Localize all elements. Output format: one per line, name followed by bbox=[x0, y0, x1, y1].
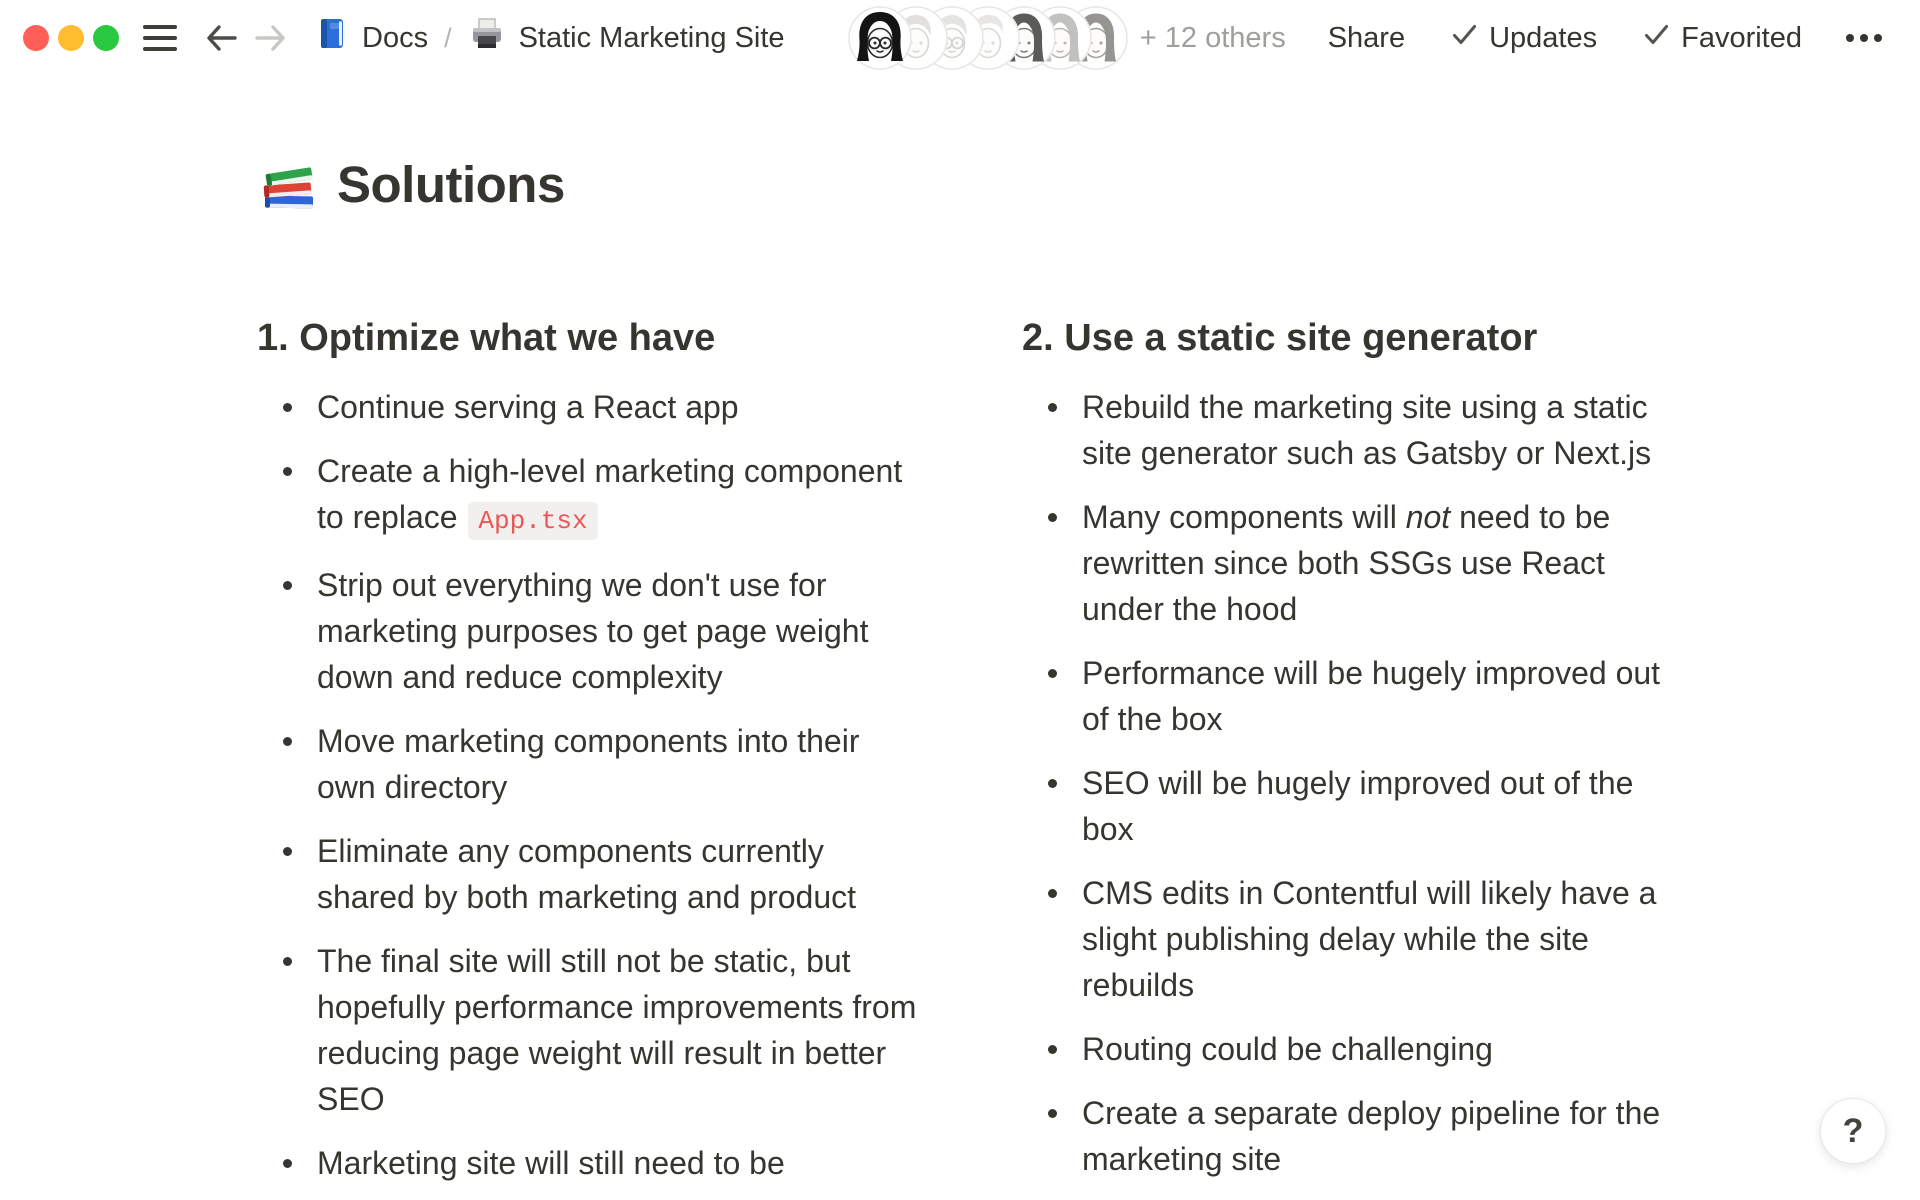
avatar-stack[interactable] bbox=[848, 6, 1128, 70]
bullet-item[interactable] bbox=[257, 709, 917, 819]
breadcrumb-separator: / bbox=[444, 22, 452, 53]
close-window-button[interactable] bbox=[23, 25, 49, 51]
check-icon bbox=[1643, 21, 1670, 56]
page-title-row bbox=[257, 151, 1920, 219]
page-title[interactable]: Solutions bbox=[337, 156, 565, 213]
books-icon[interactable] bbox=[257, 155, 319, 215]
bullet-item[interactable] bbox=[1022, 751, 1682, 861]
avatar[interactable] bbox=[848, 6, 912, 70]
check-icon bbox=[1451, 21, 1478, 56]
updates-button-label: Updates bbox=[1489, 21, 1598, 54]
blue-book-icon bbox=[313, 16, 349, 60]
text-segment: SEO will be hugely improved out of the box bbox=[1082, 765, 1634, 847]
breadcrumb-page-label: Static Marketing Site bbox=[518, 21, 785, 54]
bullet-item[interactable] bbox=[257, 375, 917, 439]
text-segment: Continue serving a React app bbox=[317, 389, 739, 425]
text-segment: Marketing site will still need to be bbox=[317, 1145, 785, 1181]
bullet-item[interactable] bbox=[1022, 641, 1682, 751]
more-options-icon[interactable] bbox=[1844, 28, 1884, 48]
text-segment: Routing could be challenging bbox=[1082, 1031, 1493, 1067]
bullet-item[interactable] bbox=[257, 929, 917, 1131]
text-segment: Rebuild the marketing site using a static site generator such as Gatsby or Next.js bbox=[1082, 389, 1652, 471]
text-segment: Move marketing components into their own directory bbox=[317, 723, 860, 805]
bullet-item[interactable] bbox=[257, 819, 917, 929]
topbar bbox=[0, 0, 1920, 76]
bullet-item[interactable] bbox=[257, 553, 917, 709]
help-button[interactable]: ? bbox=[1820, 1098, 1886, 1164]
column-left-heading[interactable]: 1. Optimize what we have bbox=[257, 317, 716, 359]
bullet-item[interactable] bbox=[1022, 485, 1682, 641]
page-body bbox=[0, 76, 1920, 1195]
inline-code: App.tsx bbox=[468, 502, 597, 540]
column-right-heading[interactable]: 2. Use a static site generator bbox=[1022, 317, 1538, 359]
breadcrumb bbox=[313, 16, 785, 60]
two-column-layout bbox=[257, 313, 1920, 1195]
bullet-item[interactable] bbox=[1022, 1081, 1682, 1191]
text-segment: Eliminate any components currently shared by both marketing and product bbox=[317, 833, 856, 915]
favorited-button[interactable] bbox=[1643, 21, 1802, 56]
sidebar-menu-icon[interactable] bbox=[143, 23, 179, 53]
updates-button[interactable] bbox=[1451, 21, 1597, 56]
bullet-item[interactable] bbox=[1022, 1017, 1682, 1081]
bullet-item[interactable] bbox=[257, 439, 917, 553]
text-segment: need to be rewritten since both SSGs use React under the hood bbox=[1082, 499, 1611, 627]
forward-icon[interactable] bbox=[253, 23, 287, 53]
text-segment: Create a separate deploy pipeline for the marketing site bbox=[1082, 1095, 1661, 1177]
window-controls bbox=[23, 25, 119, 51]
share-button[interactable] bbox=[1328, 22, 1405, 55]
bullet-item[interactable] bbox=[1022, 861, 1682, 1017]
bullet-item[interactable] bbox=[1022, 375, 1682, 485]
minimize-window-button[interactable] bbox=[58, 25, 84, 51]
text-segment: Many components will bbox=[1082, 499, 1406, 535]
collaborator-overflow-count[interactable]: + 12 others bbox=[1139, 21, 1286, 54]
column-right bbox=[1022, 313, 1694, 1195]
back-icon[interactable] bbox=[205, 23, 239, 53]
bullet-list-right bbox=[1022, 375, 1694, 1191]
column-left bbox=[257, 313, 929, 1195]
text-segment: The final site will still not be static, but hopefully performance improvements from reducing page weight will result in better SEO bbox=[317, 943, 917, 1117]
text-segment: Strip out everything we don't use for marketing purposes to get page weight down and reduce complexity bbox=[317, 567, 869, 695]
favorited-button-label: Favorited bbox=[1681, 21, 1802, 54]
share-button-label: Share bbox=[1327, 21, 1406, 54]
topbar-actions bbox=[848, 6, 1884, 70]
printer-icon bbox=[468, 16, 506, 60]
text-segment: Create a high-level marketing component to replace bbox=[317, 453, 903, 535]
text-segment: Performance will be hugely improved out of the box bbox=[1082, 655, 1661, 737]
bullet-item[interactable] bbox=[257, 1131, 917, 1195]
italic-text: not bbox=[1405, 499, 1451, 535]
text-segment: CMS edits in Contentful will likely have a slight publishing delay while the site rebuilds bbox=[1082, 875, 1657, 1003]
zoom-window-button[interactable] bbox=[93, 25, 119, 51]
breadcrumb-current-page[interactable] bbox=[468, 16, 785, 60]
breadcrumb-docs[interactable] bbox=[313, 16, 428, 60]
breadcrumb-docs-label: Docs bbox=[362, 21, 429, 54]
bullet-list-left bbox=[257, 375, 929, 1195]
